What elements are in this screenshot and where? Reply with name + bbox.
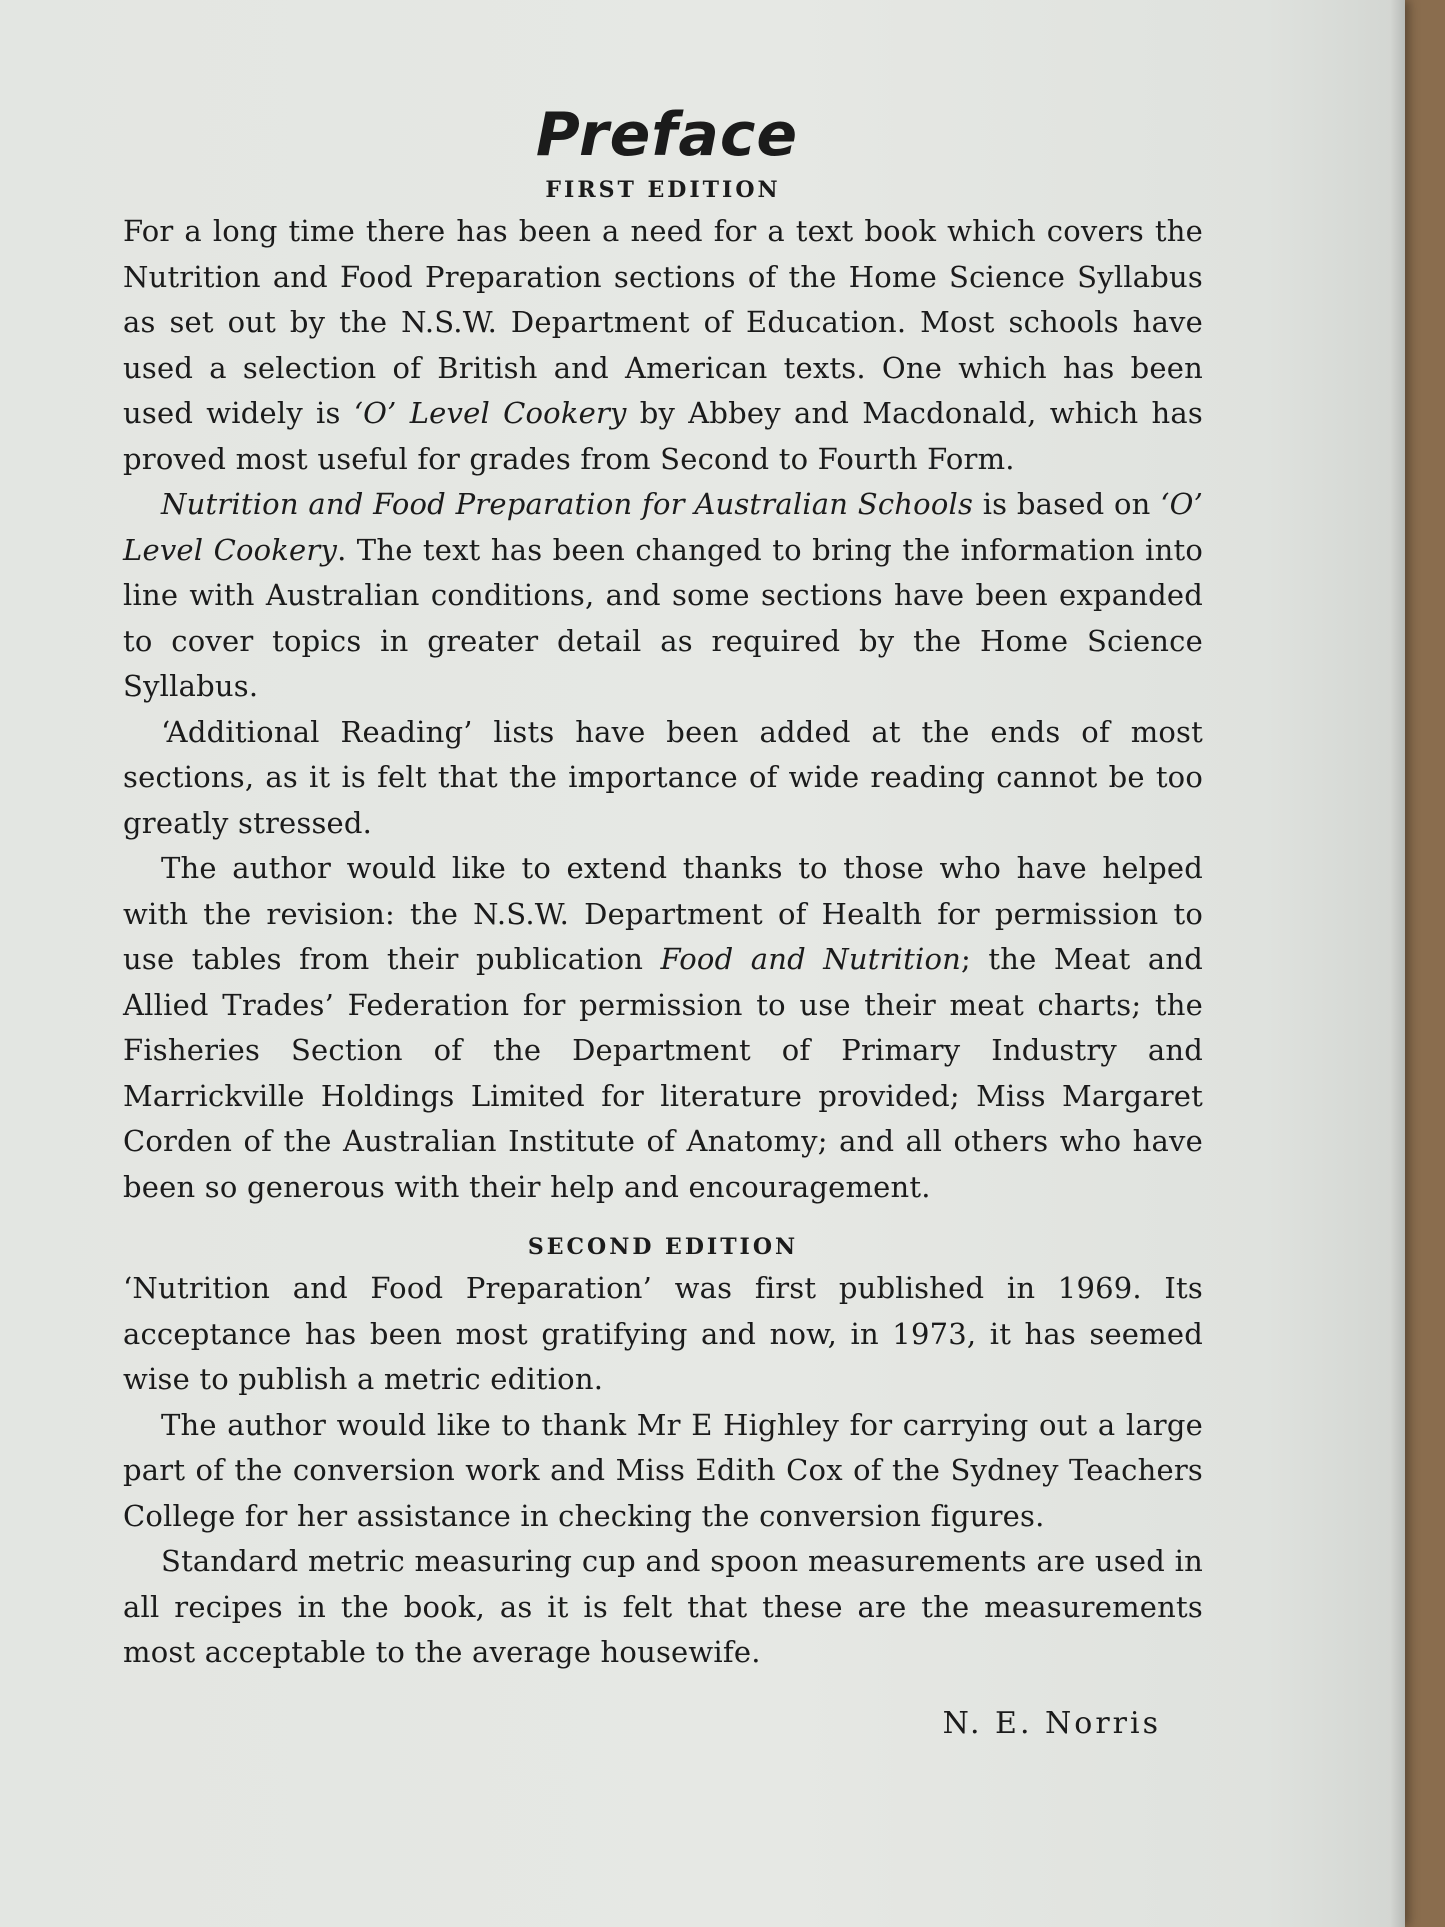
first-edition-heading: FIRST EDITION	[545, 177, 781, 203]
page-edge-shadow	[1390, 0, 1405, 1927]
author-signature: N. E. Norris	[942, 1705, 1161, 1741]
first-edition-paragraph-3: ‘Additional Reading’ lists have been added at the ends of most sections, as it is felt that the importance of wide reading cannot be too greatly stressed.	[123, 714, 1203, 840]
second-edition-heading: SECOND EDITION	[527, 1234, 799, 1260]
first-edition-paragraph-1: For a long time there has been a need for a text book which covers the Nutrition and Food Preparation sections of the Home Science Syllabus as set out by the N.S.W. Department of Education. Most schools have used a selection of British and American texts. One which has been used widely is ‘O’ Level Cookery by Abbey and Macdonald, which has proved most useful for grades from Second to Fourth Form.	[123, 214, 1203, 476]
preface-content	[123, 95, 1203, 1744]
second-edition-paragraph-1: ‘Nutrition and Food Preparation’ was first published in 1969. Its acceptance has been most gratifying and now, in 1973, it has seemed wise to publish a metric edition.	[123, 1271, 1203, 1396]
first-edition-paragraph-2: Nutrition and Food Preparation for Australian Schools is based on ‘O’ Level Cookery. The text has been changed to bring the information into line with Australian conditions, and some sections have been expanded to cover topics in greater detail as required by the Home Science Syllabus.	[123, 487, 1203, 703]
second-edition-paragraph-3: Standard metric measuring cup and spoon measurements are used in all recipes in the book, as it is felt that these are the measurements most acceptable to the average housewife.	[123, 1544, 1203, 1669]
first-edition-paragraph-4: The author would like to extend thanks to those who have helped with the revision: the N.S.W. Department of Health for permission to use tables from their publication Food and Nutrition; the Meat and Allied Trades’ Federation for permission to use their meat charts; the Fisheries Section of the Department of Primary Industry and Marrickville Holdings Limited for literature provided; Miss Margaret Corden of the Australian Institute of Anatomy; and all others who have been so generous with their help and encouragement.	[123, 851, 1203, 1204]
page-title: Preface	[535, 100, 799, 170]
second-edition-paragraph-2: The author would like to thank Mr E Highley for carrying out a large part of the conversion work and Miss Edith Cox of the Sydney Teachers College for her assistance in checking the conversion figures.	[123, 1407, 1203, 1533]
